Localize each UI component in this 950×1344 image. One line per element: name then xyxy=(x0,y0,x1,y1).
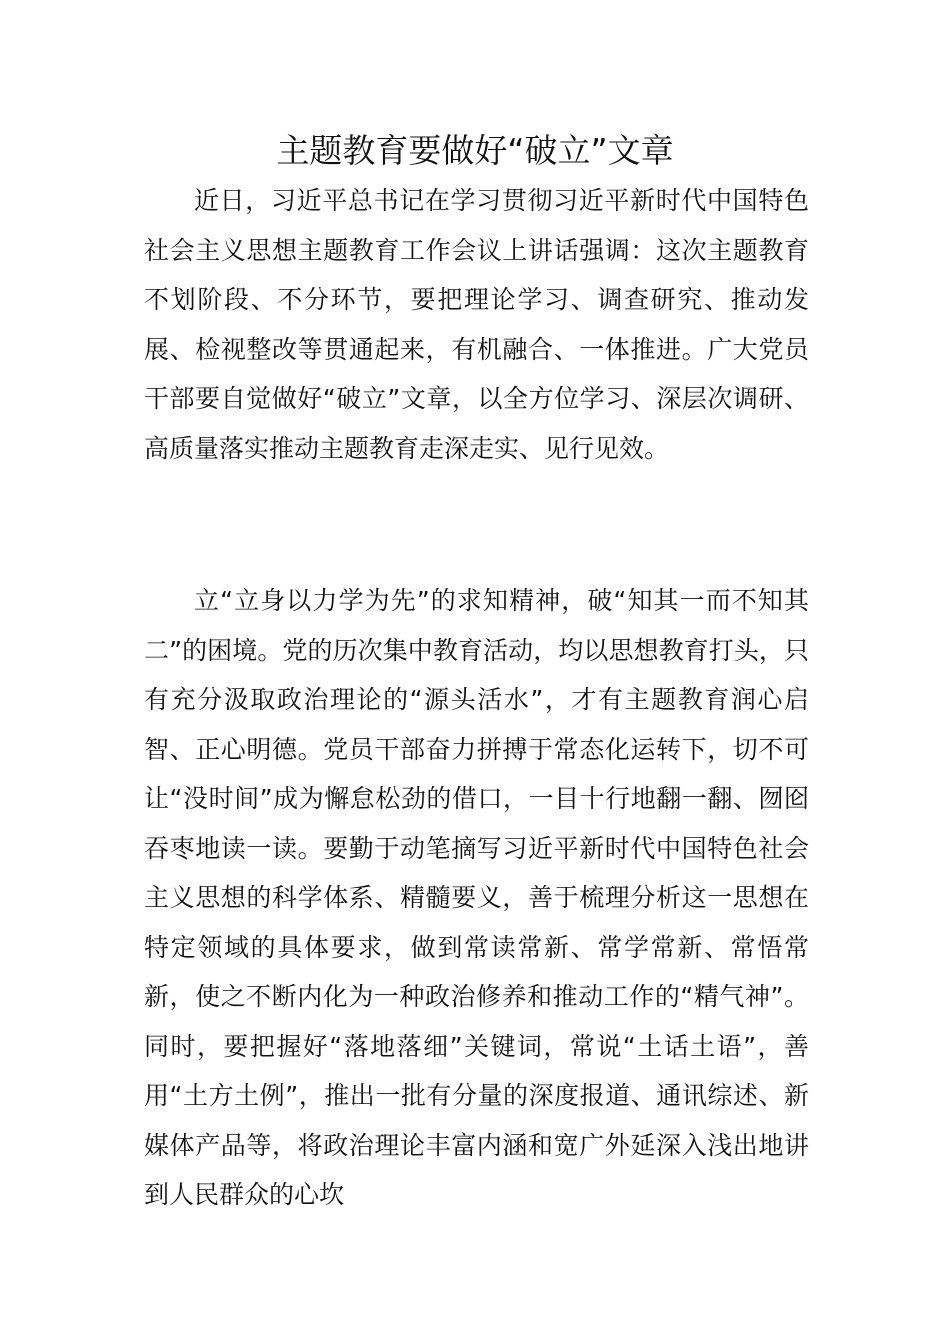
paragraph-intro: 近日，习近平总书记在学习贯彻习近平新时代中国特色社会主义思想主题教育工作会议上讲话强调：这次主题教育不划阶段、不分环节，要把理论学习、调查研究、推动发展、检视整改等贯通起来，有机融合、一体推进。广大党员干部要自觉做好“破立”文章，以全方位学习、深层次调研、高质量落实推动主题教育走深走实、见行见效。 xyxy=(144,186,809,463)
document-title: 主题教育要做好“破立”文章 xyxy=(276,131,674,170)
paragraph-body: 立“立身以力学为先”的求知精神，破“知其一而不知其二”的困境。党的历次集中教育活动，均以思想教育打头，只有充分汲取政治理论的“源头活水”，才有主题教育润心启智、正心明德。党员干部奋力拼搏于常态化运转下，切不可让“没时间”成为懈怠松劲的借口，一目十行地翻一翻、囫囵吞枣地读一读。要勤于动笔摘写习近平新时代中国特色社会主义思想的科学体系、精髓要义，善于梳理分析这一思想在特定领域的具体要求，做到常读常新、常学常新、常悟常新，使之不断内化为一种政治修养和推动工作的“精气神”。同时，要把握好“落地落细”关键词，常说“土话土语”，善用“土方土例”，推出一批有分量的深度报道、通讯综述、新媒体产品等，将政治理论丰富内涵和宽广外延深入浅出地讲到人民群众的心坎 xyxy=(144,586,809,1209)
